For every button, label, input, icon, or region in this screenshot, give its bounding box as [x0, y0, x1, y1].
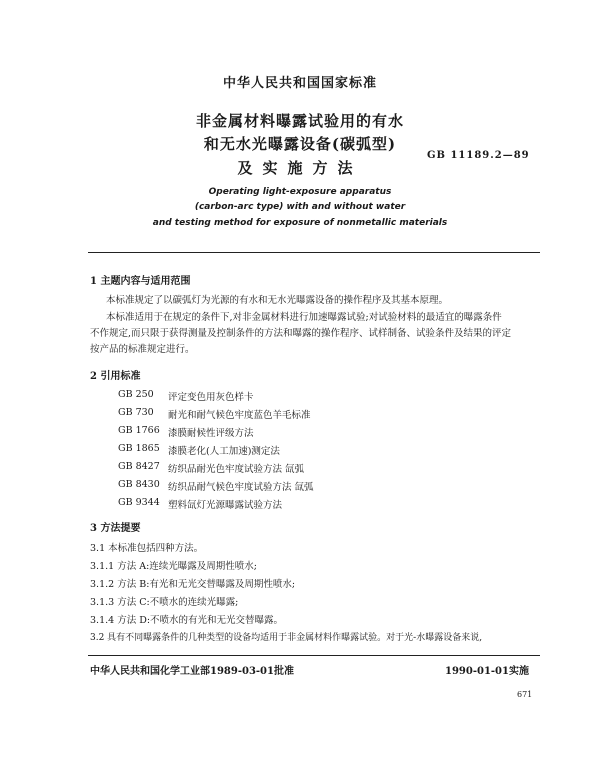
ref-code: GB 1865 — [118, 443, 160, 454]
ref-title: 纺织品耐光色牢度试验方法 氙弧 — [168, 464, 305, 475]
section-1-para-2-line-2: 不作规定,而只限于获得测量及控制条件的方法和曝露的操作程序、试样制备、试验条件及结果的评定 — [90, 328, 512, 339]
clause-3-1-3: 3.1.3 方法 C:不喷水的连续光曝露; — [90, 597, 239, 608]
page-number: 671 — [517, 690, 533, 699]
footer-divider — [88, 655, 540, 656]
clause-3-2-line-1: 3.2 具有不同曝露条件的几种类型的设备均适用于非金属材料作曝露试验。对于光-水曝露设备来说, — [90, 633, 483, 643]
clause-3-1: 3.1 本标准包括四种方法。 — [90, 543, 204, 554]
ref-title: 评定变色用灰色样卡 — [168, 392, 254, 403]
ref-code: GB 8427 — [118, 461, 160, 472]
section-2-heading: 2 引用标准 — [90, 371, 141, 382]
ref-title: 耐光和耐气候色牢度蓝色羊毛标准 — [168, 410, 311, 421]
approval-statement: 中华人民共和国化学工业部1989-03-01批准 — [90, 666, 294, 677]
ref-title: 纺织品耐气候色牢度试验方法 氙弧 — [168, 482, 314, 493]
ref-code: GB 250 — [118, 389, 154, 400]
ref-code: GB 730 — [118, 407, 154, 418]
title-en-line-3: and testing method for exposure of nonmetallic materials — [152, 218, 448, 228]
implementation-date: 1990-01-01实施 — [445, 666, 529, 677]
title-cn-line-3: 及实施方法 — [237, 159, 363, 177]
clause-3-1-2: 3.1.2 方法 B:有光和无光交替曝露及周期性喷水; — [90, 579, 296, 590]
section-3-heading: 3 方法提要 — [90, 523, 141, 534]
ref-title: 漆膜耐候性评级方法 — [168, 428, 254, 439]
ref-code: GB 9344 — [118, 497, 160, 508]
clause-3-1-1: 3.1.1 方法 A:连续光曝露及周期性喷水; — [90, 561, 257, 572]
ref-title: 漆膜老化(人工加速)测定法 — [168, 446, 280, 457]
section-1-para-2-line-3: 按产品的标准规定进行。 — [90, 344, 195, 355]
standard-number: GB 11189.2—89 — [427, 150, 530, 161]
title-en-line-1: Operating light-exposure apparatus — [208, 187, 392, 197]
section-1-para-2-line-1: 本标准适用于在规定的条件下,对非金属材料进行加速曝露试验;对试验材料的最适宜的曝露条件 — [106, 312, 502, 323]
clause-3-1-4: 3.1.4 方法 D:不喷水的有光和无光交替曝露。 — [90, 615, 284, 626]
ref-code: GB 1766 — [118, 425, 160, 436]
section-1-heading: 1 主题内容与适用范围 — [90, 276, 191, 287]
ref-title: 塑料氙灯光源曝露试验方法 — [168, 500, 283, 511]
title-cn-line-1: 非金属材料曝露试验用的有水 — [195, 112, 404, 130]
section-1-para-1: 本标准规定了以碳弧灯为光源的有水和无水光曝露设备的操作程序及其基本原理。 — [106, 295, 449, 306]
header-divider — [88, 252, 540, 253]
title-en-line-2: (carbon-arc type) with and without water — [194, 202, 406, 212]
ref-code: GB 8430 — [118, 479, 160, 490]
title-cn-line-2: 和无水光曝露设备(碳弧型) — [203, 135, 397, 153]
standard-org-header: 中华人民共和国国家标准 — [222, 76, 377, 91]
